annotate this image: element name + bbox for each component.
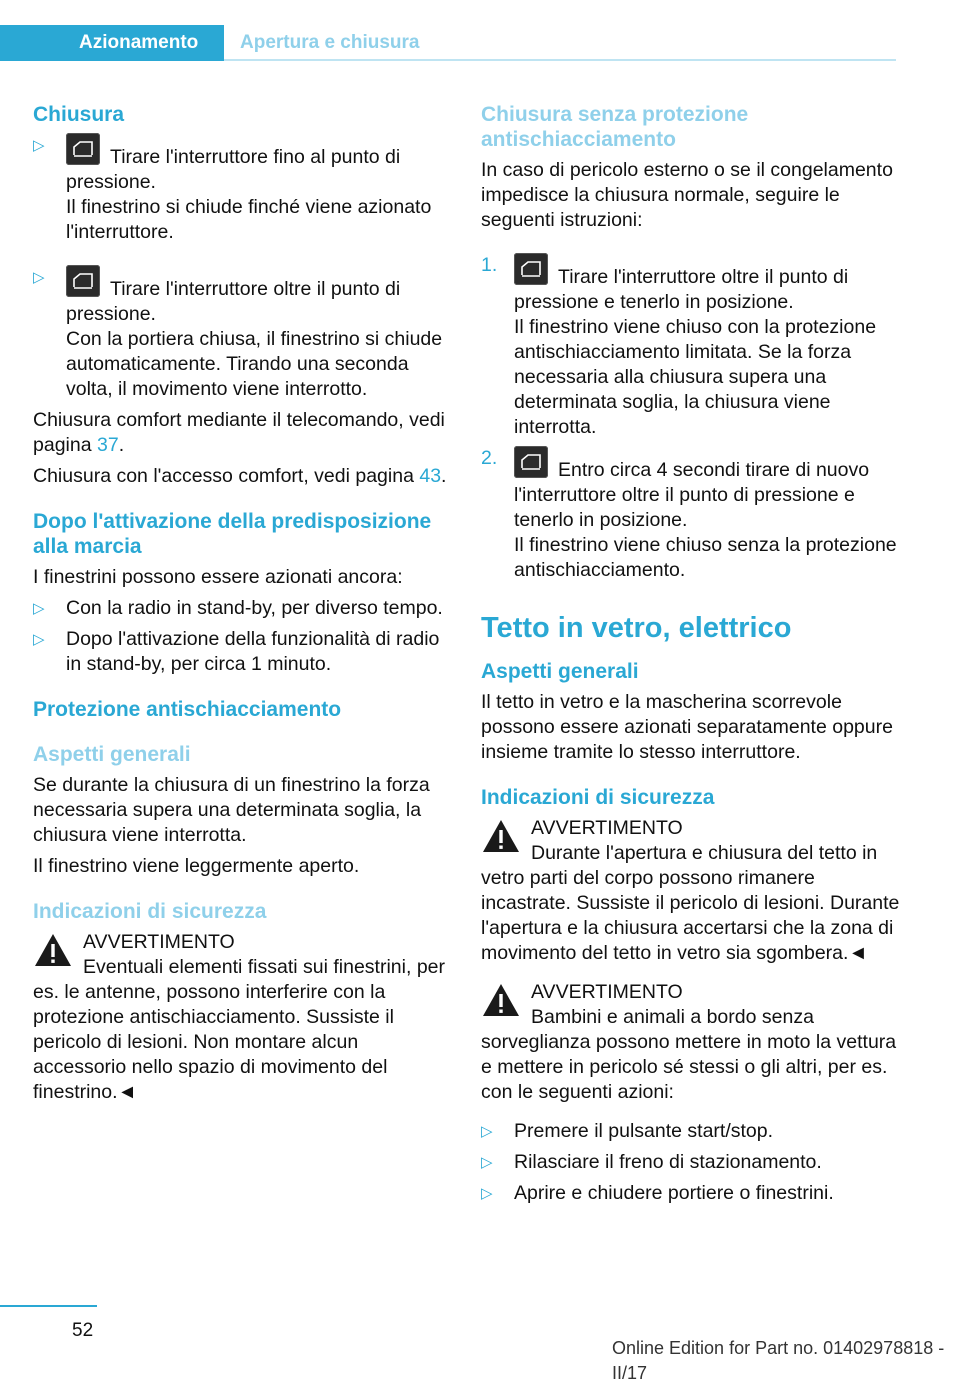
no-protection-intro: In caso di pericolo esterno o se il congelamento impedisce la chiusura normale, seguire le seguenti istruzioni: — [481, 159, 893, 231]
right-column — [481, 102, 901, 1212]
window-switch-icon — [66, 265, 100, 297]
list-item — [33, 265, 448, 402]
roof-safety-heading: Indicazioni di sicurezza — [481, 786, 715, 809]
header-divider — [224, 59, 896, 61]
after-activation-heading: Dopo l'attivazione della predisposizione alla marcia — [33, 510, 432, 558]
step-subtext: Il finestrino viene chiuso senza la protezione antischiacciamento. — [514, 534, 897, 581]
warning-text: Durante l'apertura e chiusura del tetto in vetro parti del corpo possono rimanere incastrate. Sussiste il pericolo di lesioni. Durante l'apertura e la chiusura accertarsi che la zona di movimento del tetto in vetro sia sgombera.◄ — [481, 842, 900, 964]
warning-label: AVVERTIMENTO — [83, 931, 235, 953]
list-item — [33, 133, 448, 245]
comfort-access-paragraph: Chiusura con l'accesso comfort, vedi pagina 43. — [33, 465, 447, 487]
warning-label: AVVERTIMENTO — [531, 981, 683, 1003]
list-item: ▷ Aprire e chiudere portiere o finestrini. — [481, 1182, 834, 1204]
header-section-tab: Azionamento — [0, 25, 224, 61]
list-item: ▷ Dopo l'attivazione della funzionalità di radio in stand-by, per circa 1 minuto. — [33, 628, 440, 675]
window-switch-icon — [66, 133, 100, 165]
page-reference-link[interactable]: 43 — [419, 465, 442, 487]
left-column — [33, 102, 448, 1119]
bullet-triangle-icon: ▷ — [33, 269, 45, 286]
protection-heading: Protezione antischiacciamento — [33, 698, 342, 721]
warning-text: Eventuali elementi fissati sui finestrini, per es. le antenne, possono interferire con la protezione antischiacciamento. Sussiste il pericolo di lesioni. Non montare alcun accessorio nello spazio di movimento del finestrino.◄ — [33, 956, 445, 1103]
warning-triangle-icon — [481, 818, 521, 854]
step-subtext: Il finestrino viene chiuso con la protezione antischiacciamento limitata. Se la forza necessaria alla chiusura supera una determinata soglia, la chiusura viene interrotta. — [514, 316, 877, 438]
general-heading: Aspetti generali — [33, 743, 191, 766]
warning-triangle-icon — [33, 932, 73, 968]
roof-general-heading: Aspetti generali — [481, 660, 639, 683]
comfort-remote-paragraph: Chiusura comfort mediante il telecomando, vedi pagina 37. — [33, 409, 445, 456]
footer-divider — [0, 1305, 97, 1307]
item-text: Tirare l'interruttore fino al punto di pressione. — [66, 146, 401, 193]
roof-heading: Tetto in vetro, elettrico — [481, 612, 792, 644]
window-switch-icon — [514, 446, 548, 478]
item-text: Tirare l'interruttore oltre il punto di pressione. — [66, 278, 401, 325]
general-paragraph-2: Il finestrino viene leggermente aperto. — [33, 855, 360, 877]
bullet-triangle-icon: ▷ — [481, 1185, 493, 1202]
no-protection-heading: Chiusura senza protezione antischiacciamento — [481, 103, 749, 151]
warning-label: AVVERTIMENTO — [531, 817, 683, 839]
general-paragraph-1: Se durante la chiusura di un finestrino la forza necessaria supera una determinata soglia, la chiusura viene interrotta. — [33, 774, 430, 846]
edition-note: Online Edition for Part no. 01402978818 - II/17 — [612, 1338, 945, 1383]
bullet-triangle-icon: ▷ — [481, 1123, 493, 1140]
list-item: ▷ Con la radio in stand-by, per diverso tempo. — [33, 597, 443, 619]
warning-block — [481, 980, 901, 1105]
step-number: 2. — [481, 447, 498, 469]
warning-block — [481, 816, 901, 966]
warning-triangle-icon — [481, 982, 521, 1018]
safety-heading: Indicazioni di sicurezza — [33, 900, 267, 923]
step-number: 1. — [481, 254, 498, 276]
window-switch-icon — [514, 253, 548, 285]
after-intro: I finestrini possono essere azionati ancora: — [33, 566, 403, 588]
item-subtext: Il finestrino si chiude finché viene azionato l'interruttore. — [66, 196, 432, 243]
step-item: 2. Entro circa 4 secondi tirare di nuovo l'interruttore oltre il punto di pressione e tenerlo in posizione. Il finestrino viene chiuso senza la protezione antischiacciamento. — [481, 446, 901, 583]
bullet-triangle-icon: ▷ — [33, 137, 45, 154]
list-item: ▷ Premere il pulsante start/stop. — [481, 1120, 774, 1142]
page-reference-link[interactable]: 37 — [96, 434, 119, 456]
item-subtext: Con la portiera chiusa, il finestrino si chiude automaticamente. Tirando una seconda volta, il movimento viene interrotto. — [66, 328, 443, 400]
chiusura-heading: Chiusura — [33, 103, 125, 126]
bullet-triangle-icon: ▷ — [481, 1154, 493, 1171]
warning-text: Bambini e animali a bordo senza sorveglianza possono mettere in moto la vettura e mettere in pericolo sé stessi o gli altri, per es. con le seguenti azioni: — [481, 1006, 897, 1103]
warning-block — [33, 930, 448, 1105]
bullet-triangle-icon: ▷ — [33, 600, 45, 617]
header-subsection-tab: Apertura e chiusura — [240, 32, 420, 53]
bullet-triangle-icon: ▷ — [33, 631, 45, 648]
step-item: 1. Tirare l'interruttore oltre il punto di pressione e tenerlo in posizione. Il finestrino viene chiuso con la protezione antischiacciamento limitata. Se la forza necessaria alla chiusura supera una determinata soglia, la chiusura viene interrotta. — [481, 253, 901, 440]
page-number: 52 — [72, 1320, 94, 1341]
list-item: ▷ Rilasciare il freno di stazionamento. — [481, 1151, 822, 1173]
roof-general-text: Il tetto in vetro e la mascherina scorrevole possono essere azionati separatamente oppure insieme tramite lo stesso interruttore. — [481, 691, 893, 763]
